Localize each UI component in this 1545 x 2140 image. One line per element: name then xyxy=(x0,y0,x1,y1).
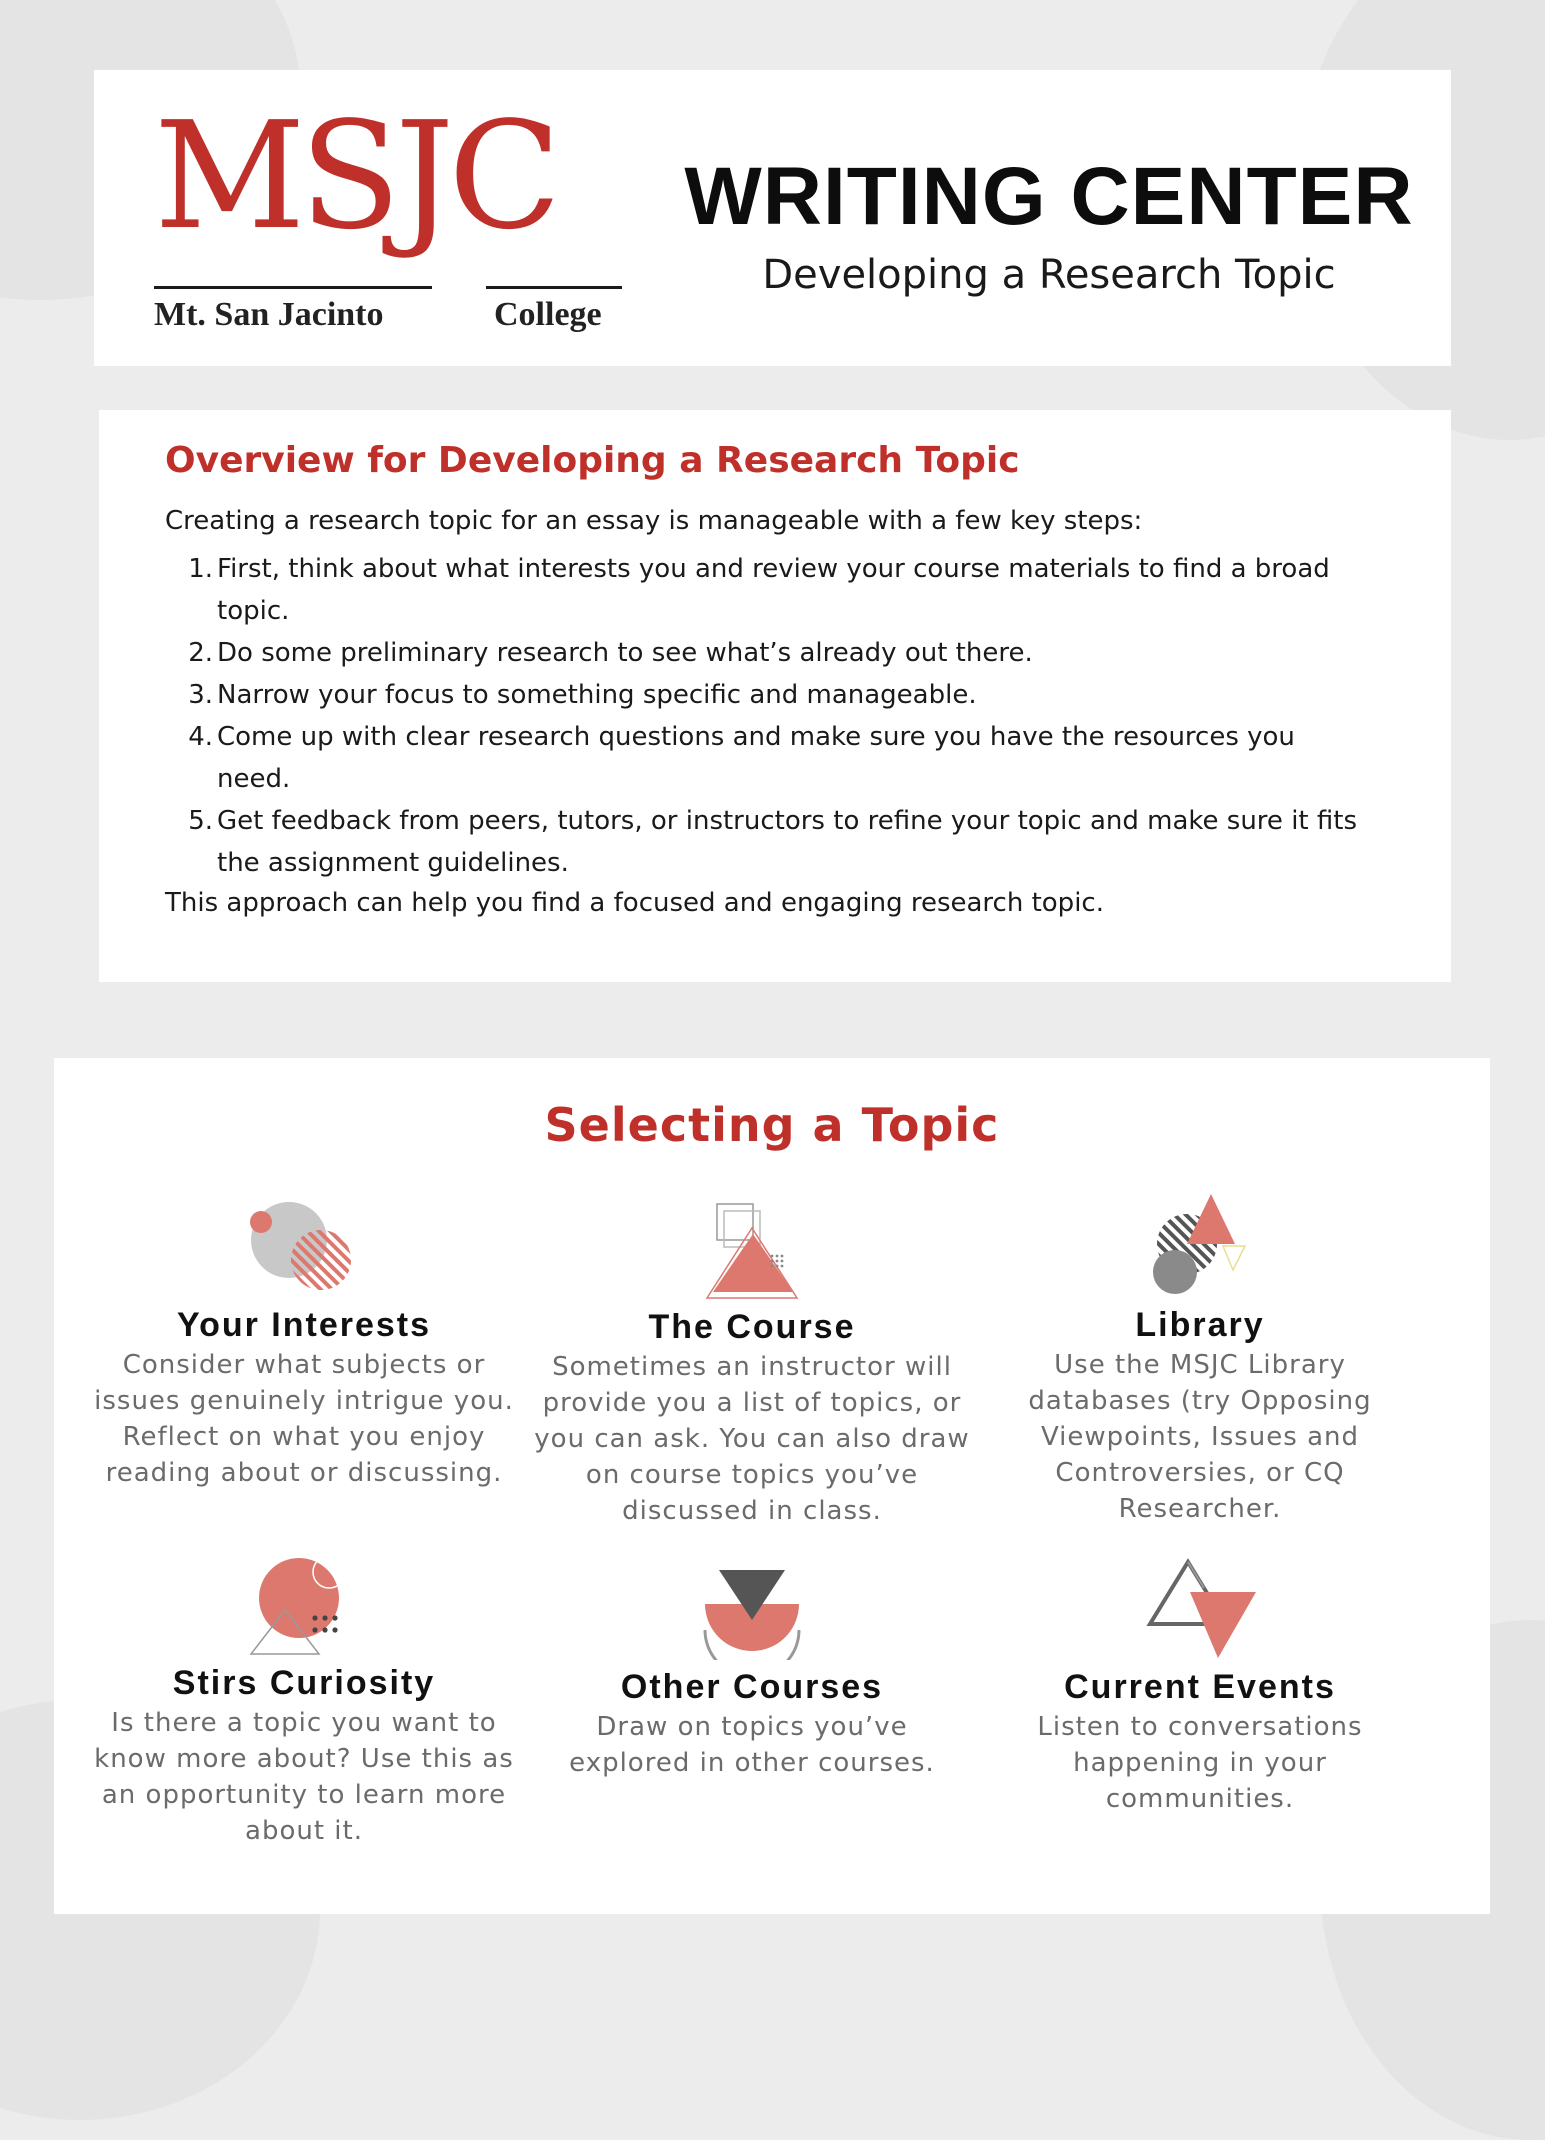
header-card xyxy=(94,70,1451,366)
overview-intro: Creating a research topic for an essay is manageable with a few key steps: xyxy=(165,506,1143,536)
logo-rule xyxy=(154,286,432,289)
step-text: Come up with clear research questions and make sure you have the resources you need. xyxy=(217,722,1295,794)
circles-icon xyxy=(249,1198,359,1298)
triangle-squares-icon xyxy=(697,1200,807,1300)
topic-description: Use the MSJC Library databases (try Opposing Viewpoints, Issues and Controversies, or CQ Researcher. xyxy=(1028,1350,1372,1524)
logo-rule xyxy=(486,286,622,289)
topic-description: Sometimes an instructor will provide you a list of topics, or you can ask. You can also draw on course topics you’ve discussed in class. xyxy=(534,1352,970,1526)
steps-list xyxy=(165,548,1365,884)
logo-subtitle-right: College xyxy=(494,296,602,333)
semicircle-triangle-icon xyxy=(697,1568,807,1660)
step-number: 1. xyxy=(188,554,213,584)
topic-title: Library xyxy=(1135,1306,1265,1344)
overview-outro: This approach can help you find a focused and engaging research topic. xyxy=(165,888,1104,918)
step-number: 2. xyxy=(188,638,213,668)
triangle-circles-icon xyxy=(1145,1188,1255,1298)
logo-subtitle-left: Mt. San Jacinto xyxy=(154,296,384,333)
topic-title: Current Events xyxy=(1064,1668,1336,1706)
selecting-topic-card xyxy=(54,1058,1490,1914)
topic-library xyxy=(980,1188,1420,1527)
page-subtitle: Developing a Research Topic xyxy=(762,252,1336,298)
topic-title: Other Courses xyxy=(620,1668,884,1706)
step-text: Get feedback from peers, tutors, or instructors to refine your topic and make sure it fits the assignment guidelines. xyxy=(217,806,1357,878)
overview-card xyxy=(99,410,1451,982)
step-number: 5. xyxy=(188,806,213,836)
topic-description: Is there a topic you want to know more about? Use this as an opportunity to learn more about it. xyxy=(94,1708,514,1846)
topic-description: Draw on topics you’ve explored in other courses. xyxy=(569,1712,935,1778)
step-number: 3. xyxy=(188,680,213,710)
circle-triangle-dots-icon xyxy=(249,1556,359,1656)
topic-title: Stirs Curiosity xyxy=(172,1664,436,1702)
list-item xyxy=(165,800,1365,884)
topic-title: Your Interests xyxy=(176,1306,432,1344)
topic-stirs-curiosity xyxy=(84,1556,524,1849)
topic-description: Listen to conversations happening in your communities. xyxy=(1037,1712,1363,1814)
msjc-logo xyxy=(154,90,629,333)
topic-description: Consider what subjects or issues genuinely intrigue you. Reflect on what you enjoy reading about or discussing. xyxy=(94,1350,514,1488)
list-item xyxy=(165,632,1365,674)
step-text: Narrow your focus to something specific and manageable. xyxy=(217,680,977,710)
topic-other-courses xyxy=(532,1568,972,1781)
topic-your-interests xyxy=(84,1198,524,1491)
logo-wordmark: MSJC xyxy=(154,90,556,262)
step-text: First, think about what interests you and review your course materials to find a broad topic. xyxy=(217,554,1330,626)
double-triangle-icon xyxy=(1140,1558,1260,1660)
step-text: Do some preliminary research to see what’s already out there. xyxy=(217,638,1033,668)
topic-the-course xyxy=(532,1200,972,1529)
list-item xyxy=(165,548,1365,632)
list-item xyxy=(165,716,1365,800)
page-title: WRITING CENTER xyxy=(684,151,1414,242)
topic-title: The Course xyxy=(648,1308,856,1346)
overview-title: Overview for Developing a Research Topic xyxy=(165,440,1020,481)
step-number: 4. xyxy=(188,722,213,752)
list-item xyxy=(165,674,1365,716)
section-title: Selecting a Topic xyxy=(544,1098,1000,1152)
topic-current-events xyxy=(980,1558,1420,1817)
